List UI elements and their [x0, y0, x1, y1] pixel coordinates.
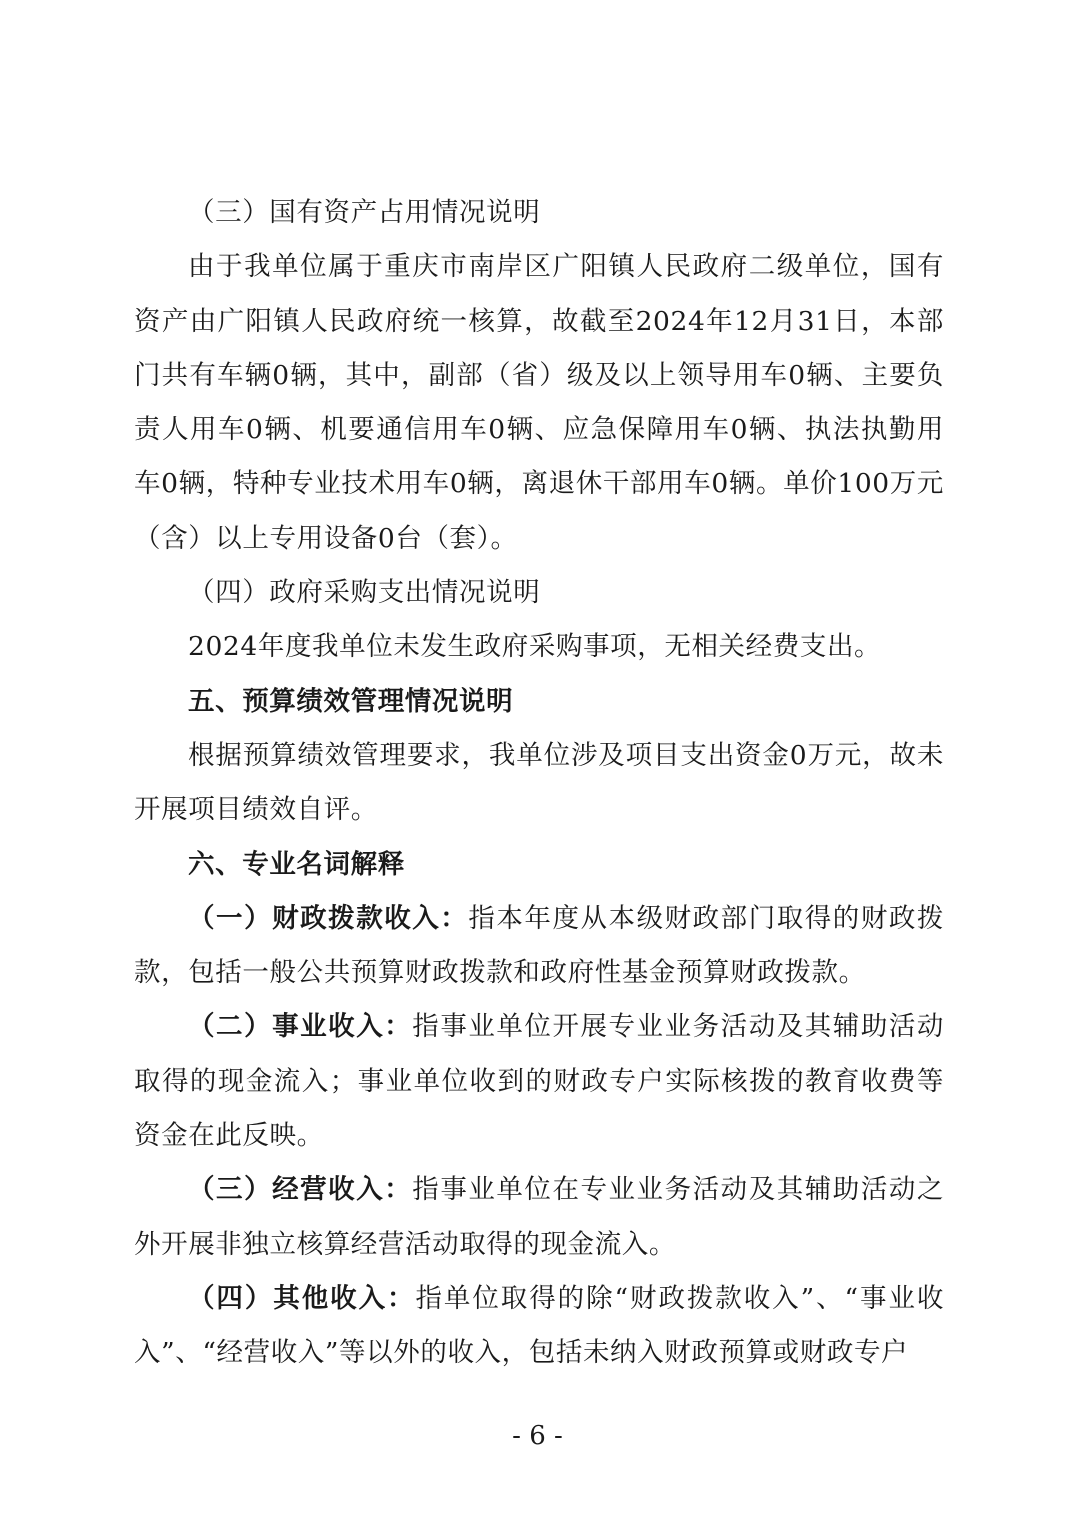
heading-glossary: 六、专业名词解释: [188, 848, 405, 880]
paragraph-budget-performance: 根据预算绩效管理要求，我单位涉及项目支出资金0万元，故未开展项目绩效自评。: [134, 739, 944, 826]
definition-text: 指本年度从本级财政部门取得的财政拨款，包括一般公共预算财政拨款和政府性基金预算财政拨款。: [134, 902, 945, 989]
paragraph-state-assets: 由于我单位属于重庆市南岸区广阳镇人民政府二级单位，国有资产由广阳镇人民政府统一核算，故截至2024年12月31日，本部门共有车辆0辆，其中，副部（省）级及以上领导用车0辆、主要负责人用车0辆、机要通信用车0辆、应急保障用车0辆、执法执勤用车0辆，特种专业技术用车0辆，离退休干部用车0辆。单价100万元（含）以上专用设备0台（套）。: [134, 251, 944, 554]
document-body: [134, 186, 944, 1381]
definition-term: （二）事业收入：: [188, 1011, 413, 1043]
definition-text: 指事业单位在专业业务活动及其辅助活动之外开展非独立核算经营活动取得的现金流入。: [134, 1174, 944, 1260]
page-number: - 6 -: [512, 1421, 563, 1451]
definition-text: 指单位取得的除“财政拨款收入”、“事业收入”、“经营收入”等以外的收入，包括未纳入财政预算或财政专户: [134, 1282, 944, 1369]
definition-term: （一）财政拨款收入：: [188, 902, 469, 934]
definition-other-income: [134, 1272, 944, 1381]
definition-term: （四）其他收入：: [188, 1282, 416, 1314]
definition-business-income: [134, 1000, 944, 1163]
heading-budget-performance: 五、预算绩效管理情况说明: [188, 685, 514, 717]
definition-operating-income: [134, 1163, 944, 1272]
definition-term: （三）经营收入：: [188, 1174, 413, 1206]
definition-fiscal-appropriation-income: [134, 892, 944, 1001]
definition-text: 指事业单位开展专业业务活动及其辅助活动取得的现金流入；事业单位收到的财政专户实际核拨的教育收费等资金在此反映。: [134, 1011, 944, 1152]
paragraph-government-procurement: 2024年度我单位未发生政府采购事项，无相关经费支出。: [188, 631, 882, 663]
subheading-government-procurement: （四）政府采购支出情况说明: [188, 577, 541, 609]
subheading-state-assets: （三）国有资产占用情况说明: [188, 197, 541, 228]
